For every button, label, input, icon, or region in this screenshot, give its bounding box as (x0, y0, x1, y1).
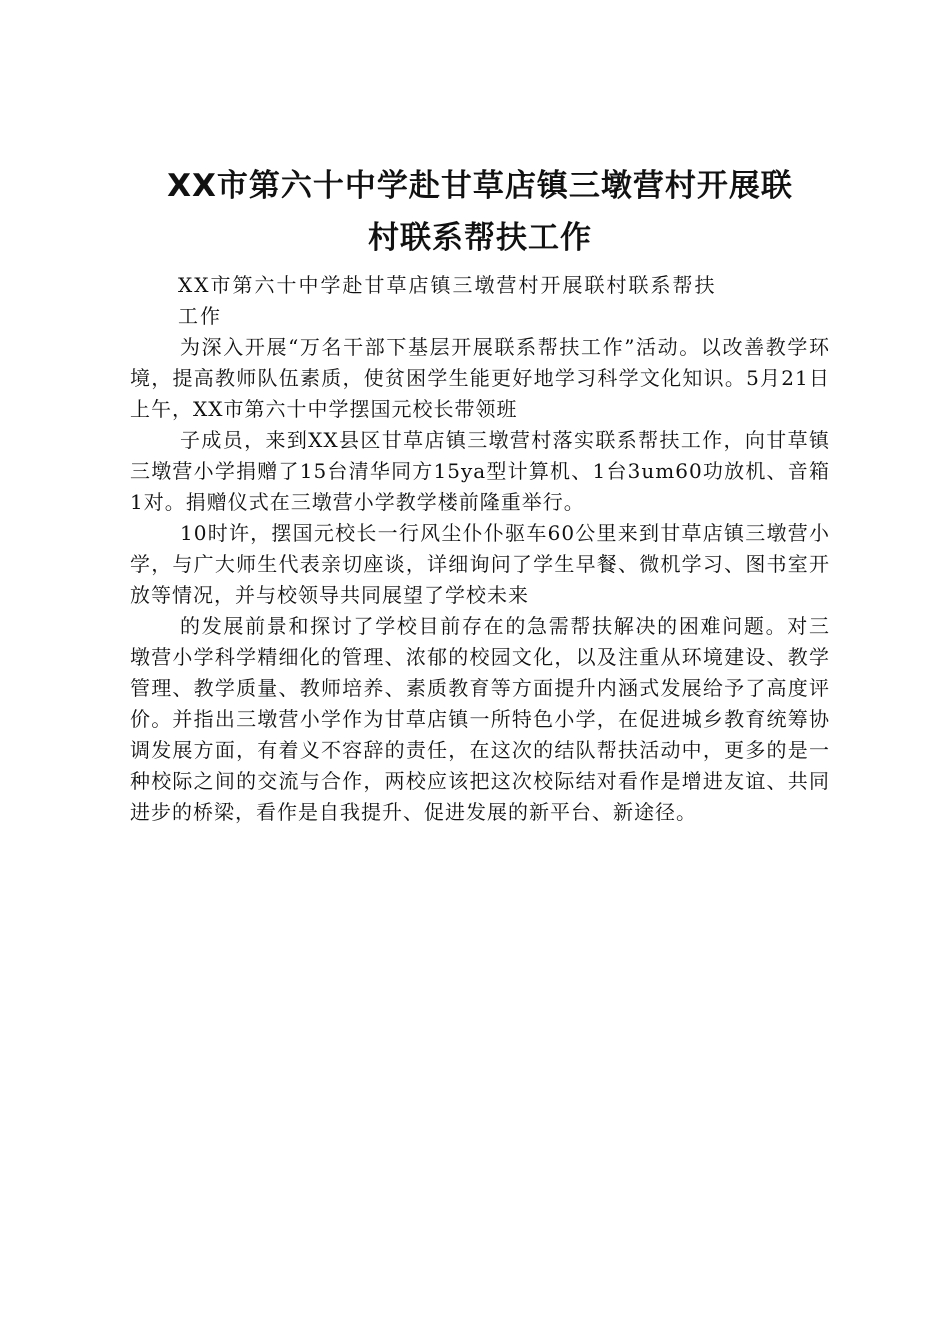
title-line-2: 村联系帮扶工作 (368, 220, 592, 256)
paragraph-3: 10时许，摆国元校长一行风尘仆仆驱车60公里来到甘草店镇三墩营小学，与广大师生代表亲切座谈，详细询问了学生早餐、微机学习、图书室开放等情况，并与校领导共同展望了学校未来 (130, 521, 830, 607)
paragraph-2: 子成员，来到XX县区甘草店镇三墩营村落实联系帮扶工作，向甘草镇三墩营小学捐赠了15台清华同方15ya型计算机、1台3um60功放机、音箱1对。捐赠仪式在三墩营小学教学楼前隆重举行。 (130, 428, 830, 514)
paragraph-4: 的发展前景和探讨了学校目前存在的急需帮扶解决的困难问题。对三墩营小学科学精细化的管理、浓郁的校园文化，以及注重从环境建设、教学管理、教学质量、教师培养、素质教育等方面提升内涵式发展给予了高度评价。并指出三墩营小学作为甘草店镇一所特色小学，在促进城乡教育统筹协调发展方面，有着义不容辞的责任，在这次的结队帮扶活动中，更多的是一种校际之间的交流与合作，两校应该把这次校际结对看作是增进友谊、共同进步的桥梁，看作是自我提升、促进发展的新平台、新途径。 (130, 614, 830, 824)
document-page (130, 160, 830, 828)
paragraph-1: 为深入开展“万名干部下基层开展联系帮扶工作”活动。以改善教学环境，提高教师队伍素质，使贫困学生能更好地学习科学文化知识。5月21日上午，XX市第六十中学摆国元校长带领班 (130, 335, 830, 421)
title-line-1: XX市第六十中学赴甘草店镇三墩营村开展联 (167, 168, 793, 204)
document-subtitle: XX市第六十中学赴甘草店镇三墩营村开展联村联系帮扶工作 (178, 273, 717, 328)
document-title (130, 160, 830, 264)
